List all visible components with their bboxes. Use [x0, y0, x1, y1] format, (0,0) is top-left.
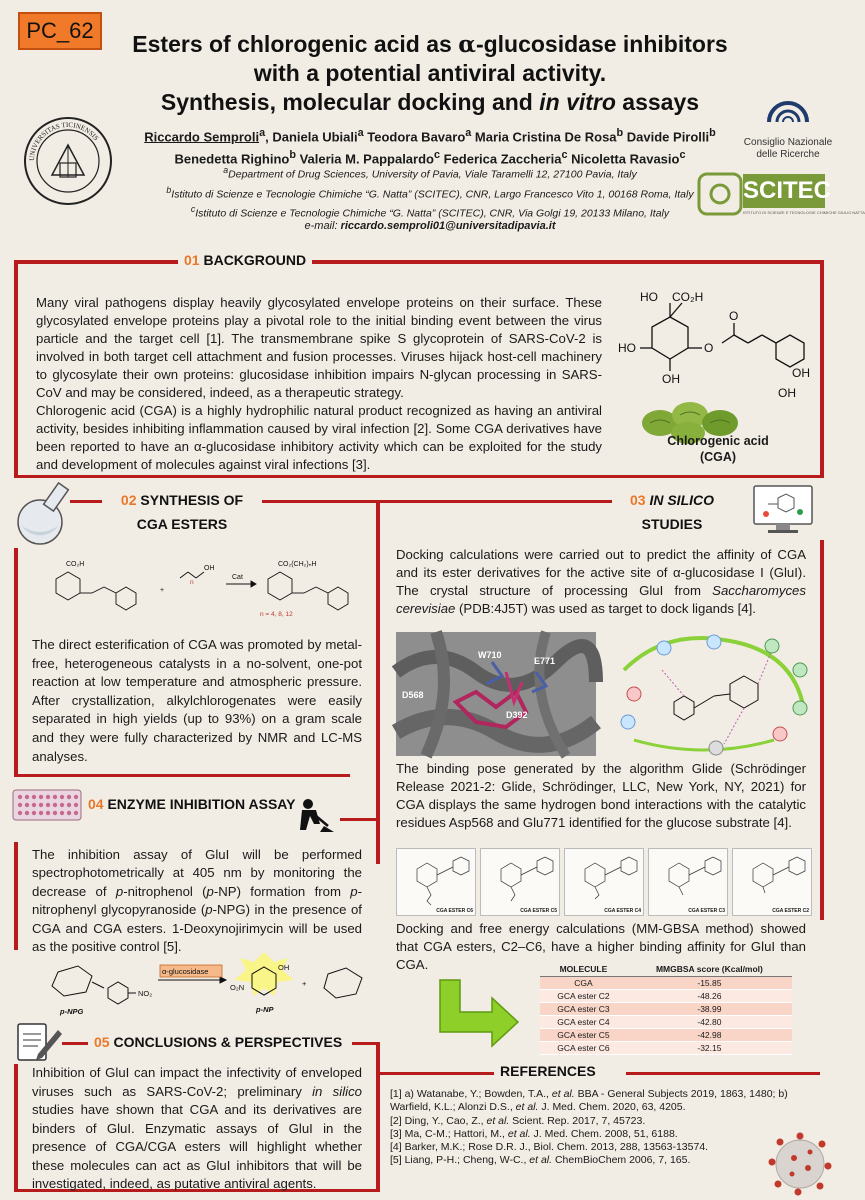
enzyme-text: The inhibition assay of GluI will be performed spectrophotometrically at 405 nm by monitoring the decrease of p-nitrophenol (p-NP) formation from p-nitrophenyl glycopyranoside (p-NPG) in the presence of CGA and CGA esters. 1-Deoxynojirimycin will be used as the positive control [5]. [32, 847, 362, 955]
synthesis-text: The direct esterification of CGA was promoted by metal-free, heterogeneous catalysts in a no-solvent, one-pot reaction at low temperature and atmospheric pressure. After crystallization, alkylchlorogenates were easily separated in high yields (up to 93%) on a gram scale and they were fully characterized by NMR and LC-MS analyses. [32, 637, 362, 764]
table-row: GCA ester C6 -32.15 [540, 1042, 792, 1055]
enzyme-frame-left [14, 842, 18, 950]
conclusions-frame-left [14, 1064, 18, 1192]
svg-text:n n = 4, 8, 12: n n = 4, 8, 12 [190, 579, 293, 618]
ester-structure-c2 [732, 848, 812, 916]
cga-structure [610, 285, 815, 405]
svg-text:CO₂H + OH Cat: CO₂H + OH Cat CO₂(CH₂)ₙH [66, 561, 317, 594]
references-list [390, 1088, 824, 1168]
cnr-name-line1: Consiglio Nazionale [743, 137, 833, 148]
synthesis-heading: 02 SYNTHESIS OF CGA ESTERS [102, 492, 262, 532]
background-frame-top-right [312, 260, 824, 264]
reference-5: [5] Liang, P-H.; Cheng, W-C., et al. ChemBioChem 2006, 7, 165. [390, 1154, 691, 1167]
table-row: GCA ester C5 -42.98 [540, 1029, 792, 1042]
poster-title: Esters of chlorogenic acid as α-glucosidase inhibitors with a potential antiviral activity. Synthesis, molecular docking and in vitro assays [132, 31, 728, 115]
ester-label-c2: CGA ESTER C2 [772, 908, 809, 914]
cnr-logo [742, 92, 834, 161]
ester-structure-c5-graphic [481, 849, 561, 905]
ester-structure-c3-graphic [649, 849, 729, 905]
conclusions-text: Inhibition of GluI can impact the infectivity of enveloped viruses such as SARS-CoV-2; preliminary in silico studies have shown that CGA and its derivatives are binders of GluI. Enzymatic assays of GluI in the presence of CGA/CGA esters will highlight whether these molecules can act as GluI inhibitors that will be investigated, indeed, as putative antiviral agents. [32, 1065, 362, 1191]
background-frame-top-left [14, 260, 184, 264]
enzyme-heading: 04 ENZYME INHIBITION ASSAY [82, 796, 301, 812]
scitec-logo [697, 172, 865, 222]
affiliations: $^a$Department of Drug Sciences, University of Pavia, Viale Taramelli 12, 27100 Pavia, Italy $^b$Istituto di Scienze e Tecnologie Chimiche “G. Natta” (SCITEC), CNR, Largo Francesco Vito 1, 00168 Roma, Italy $^c$Istituto di Scienze e Tecnologie Chimiche “G. Natta” (SCITEC), CNR, Via Golgi 19, 20133 Milano, Italy [166, 165, 694, 220]
ester-structure-c3 [648, 848, 728, 916]
ester-structures-row [396, 848, 812, 916]
svg-text:p-NPG p-NP: p-NPG p-NP [60, 1005, 274, 1016]
background-frame-bottom [14, 475, 824, 478]
conclusions-frame-top-left [62, 1042, 90, 1045]
references-frame-top-left [380, 1072, 494, 1075]
table-row: CGA -15.85 [540, 977, 792, 990]
mmgbsa-col-molecule: MOLECULE [540, 962, 627, 977]
scitec-subtitle: ISTITUTO DI SCIENZE E TECNOLOGIE CHIMICHE GIULIO NATTA [743, 210, 865, 215]
references-frame-top-right [626, 1072, 820, 1075]
ester-label-c3: CGA ESTER C3 [688, 908, 725, 914]
reference-2: [2] Ding, Y., Cao, Z., et al. Scient. Rep. 2017, 7, 45723. [390, 1114, 646, 1127]
ester-label-c5: CGA ESTER C5 [520, 908, 557, 914]
ester-structure-c2-graphic [733, 849, 813, 905]
virus-image [764, 1128, 834, 1194]
reference-1: [1] a) Watanabe, Y.; Bowden, T.A., et al. BBA - General Subjects 2019, 1863, 1480; b) Warfield, K.L.; Alonzi D.S., et al. J. Med. Chem. 2020, 63, 4205. [390, 1088, 788, 1114]
flask-icon [12, 478, 78, 548]
insilico-text-2: The binding pose generated by the algorithm Glide (Schrödinger Release 2021-2: Glide, Schrödinger, LLC, New York, NY, 2021) for CGA displays the same hydrogen bond interactions with the catalytic residues Asp568 and Glu771 identified for the glucose substrate [4]. [396, 761, 806, 830]
residue-e771: E771 [534, 656, 556, 666]
scitec-logo-mark [697, 172, 743, 216]
reference-3: [3] Ma, C-M.; Hattori, M., et al. J. Med. Chem. 2008, 51, 6188. [390, 1127, 678, 1140]
cnr-logo-mark [763, 92, 813, 132]
poster-id-badge: PC_62 [18, 12, 102, 50]
insilico-text-1: Docking calculations were carried out to predict the affinity of CGA and its ester derivatives for the active site of α-glucosidase I (GluI). The crystal structure of processing GluI from Saccharomyces cerevisiae (PDB:4J5T) was used as target to dock ligands [4]. [396, 547, 806, 616]
insilico-frame-top-left [380, 500, 616, 503]
table-row: GCA ester C2 -48.26 [540, 990, 792, 1003]
insilico-text-3: Docking and free energy calculations (MM-GBSA method) showed that CGA esters, C2–C6, have a higher binding affinity for GluI than CGA. [396, 921, 806, 972]
svg-text:UNIVERSITAS TICINENSIS [28, 121, 100, 161]
insilico-heading: 03 IN SILICO STUDIES [612, 492, 732, 532]
ester-structure-c6 [396, 848, 476, 916]
cga-label: Chlorogenic acid (CGA) [667, 434, 769, 464]
ester-structure-c6-graphic [397, 849, 477, 905]
university-seal [22, 115, 114, 207]
clipboard-pencil-icon [14, 1018, 64, 1062]
mmgbsa-table [540, 962, 792, 1055]
ester-structure-c4-graphic [565, 849, 645, 905]
table-row: GCA ester C3 -38.99 [540, 1003, 792, 1016]
synthesis-frame-bottom [14, 774, 350, 777]
scitec-wordmark: SCITEC [743, 174, 825, 208]
insilico-frame-right [820, 540, 824, 920]
microplate-icon [12, 786, 82, 822]
cnr-name-line2: delle Ricerche [756, 149, 820, 160]
residue-d392: D392 [506, 710, 528, 720]
ligand-interaction-diagram [604, 630, 814, 758]
ester-label-c4: CGA ESTER C4 [604, 908, 641, 914]
green-arrow-icon [434, 976, 524, 1048]
background-frame-right [820, 260, 824, 478]
references-heading: REFERENCES [494, 1063, 602, 1079]
reference-4: [4] Barker, M.K.; Rose D.R. J., Biol. Chem. 2013, 288, 13563-13574. [390, 1141, 709, 1154]
background-text: Many viral pathogens display heavily glycosylated envelope proteins on their surface. These glycosylated envelope proteins play a pivotal role to the initial binding event between the virus particle and the target cell [1]. The transmembrane spike S glycoprotein of SARS-CoV-2 is involved in both target cell attachment and fusion processes. Viruses hijack host-cell machinery to glycosylate their own proteins: glucosidase inhibition impairs N-glycan processing in SARS-CoV and may be considered, indeed, as a therapeutic strategy. Chlorogenic acid (CGA) is a highly hydrophilic natural product recognized as having an antiviral activity, besides inhibiting inflammation caused by viral infection [2]. Some CGA derivatives have been reported to have an α-glucosidase inhibitory activity which can be exploited for the study and development of molecules against viral infections [3]. [36, 295, 602, 472]
svg-text:α-glucosidase NO₂ O₂N: α-glucosidase NO₂ O₂N OH + [138, 963, 307, 998]
center-divider-upper [376, 500, 380, 864]
residue-w710: W710 [478, 650, 502, 660]
synthesis-frame-top-right [258, 500, 378, 503]
author-list: Riccardo Semproli$^a$, Daniela Ubiali$^a$ Teodora Bavaro$^a$ Maria Cristina De Rosa$^b$ Davide Pirolli$^b$ Benedetta Righino$^b$ Valeria M. Pappalardo$^c$ Federica Zaccheria$^c$ Nicoletta Ravasio$^c$ [144, 127, 716, 167]
conclusions-heading: 05 CONCLUSIONS & PERSPECTIVES [88, 1034, 348, 1050]
esterification-scheme [30, 552, 370, 620]
synthesis-frame-top-left [70, 500, 102, 503]
table-row: GCA ester C4 -42.80 [540, 1016, 792, 1029]
svg-text:HO CO₂H O O HO: HO CO₂H O O HO OH OH OH [618, 290, 810, 400]
seal-text: UNIVERSITAS TICINENSIS [27, 120, 101, 162]
enzyme-reaction-scheme [16, 952, 386, 1022]
ester-label-c6: CGA ESTER C6 [436, 908, 473, 914]
contact-email: e-mail: riccardo.semproli01@universitadipavia.it [304, 220, 556, 232]
center-divider-lower [376, 1042, 380, 1192]
mmgbsa-col-score: MMGBSA score (Kcal/mol) [627, 962, 792, 977]
background-heading: 01 BACKGROUND [178, 252, 312, 268]
docking-pose-image [396, 632, 596, 756]
ester-structure-c4 [564, 848, 644, 916]
background-frame-left [14, 262, 18, 478]
residue-d568: D568 [402, 690, 424, 700]
enzyme-frame-top-right [340, 818, 380, 821]
computer-monitor-icon [752, 484, 814, 536]
synthesis-frame-left [14, 548, 18, 776]
ester-structure-c5 [480, 848, 560, 916]
